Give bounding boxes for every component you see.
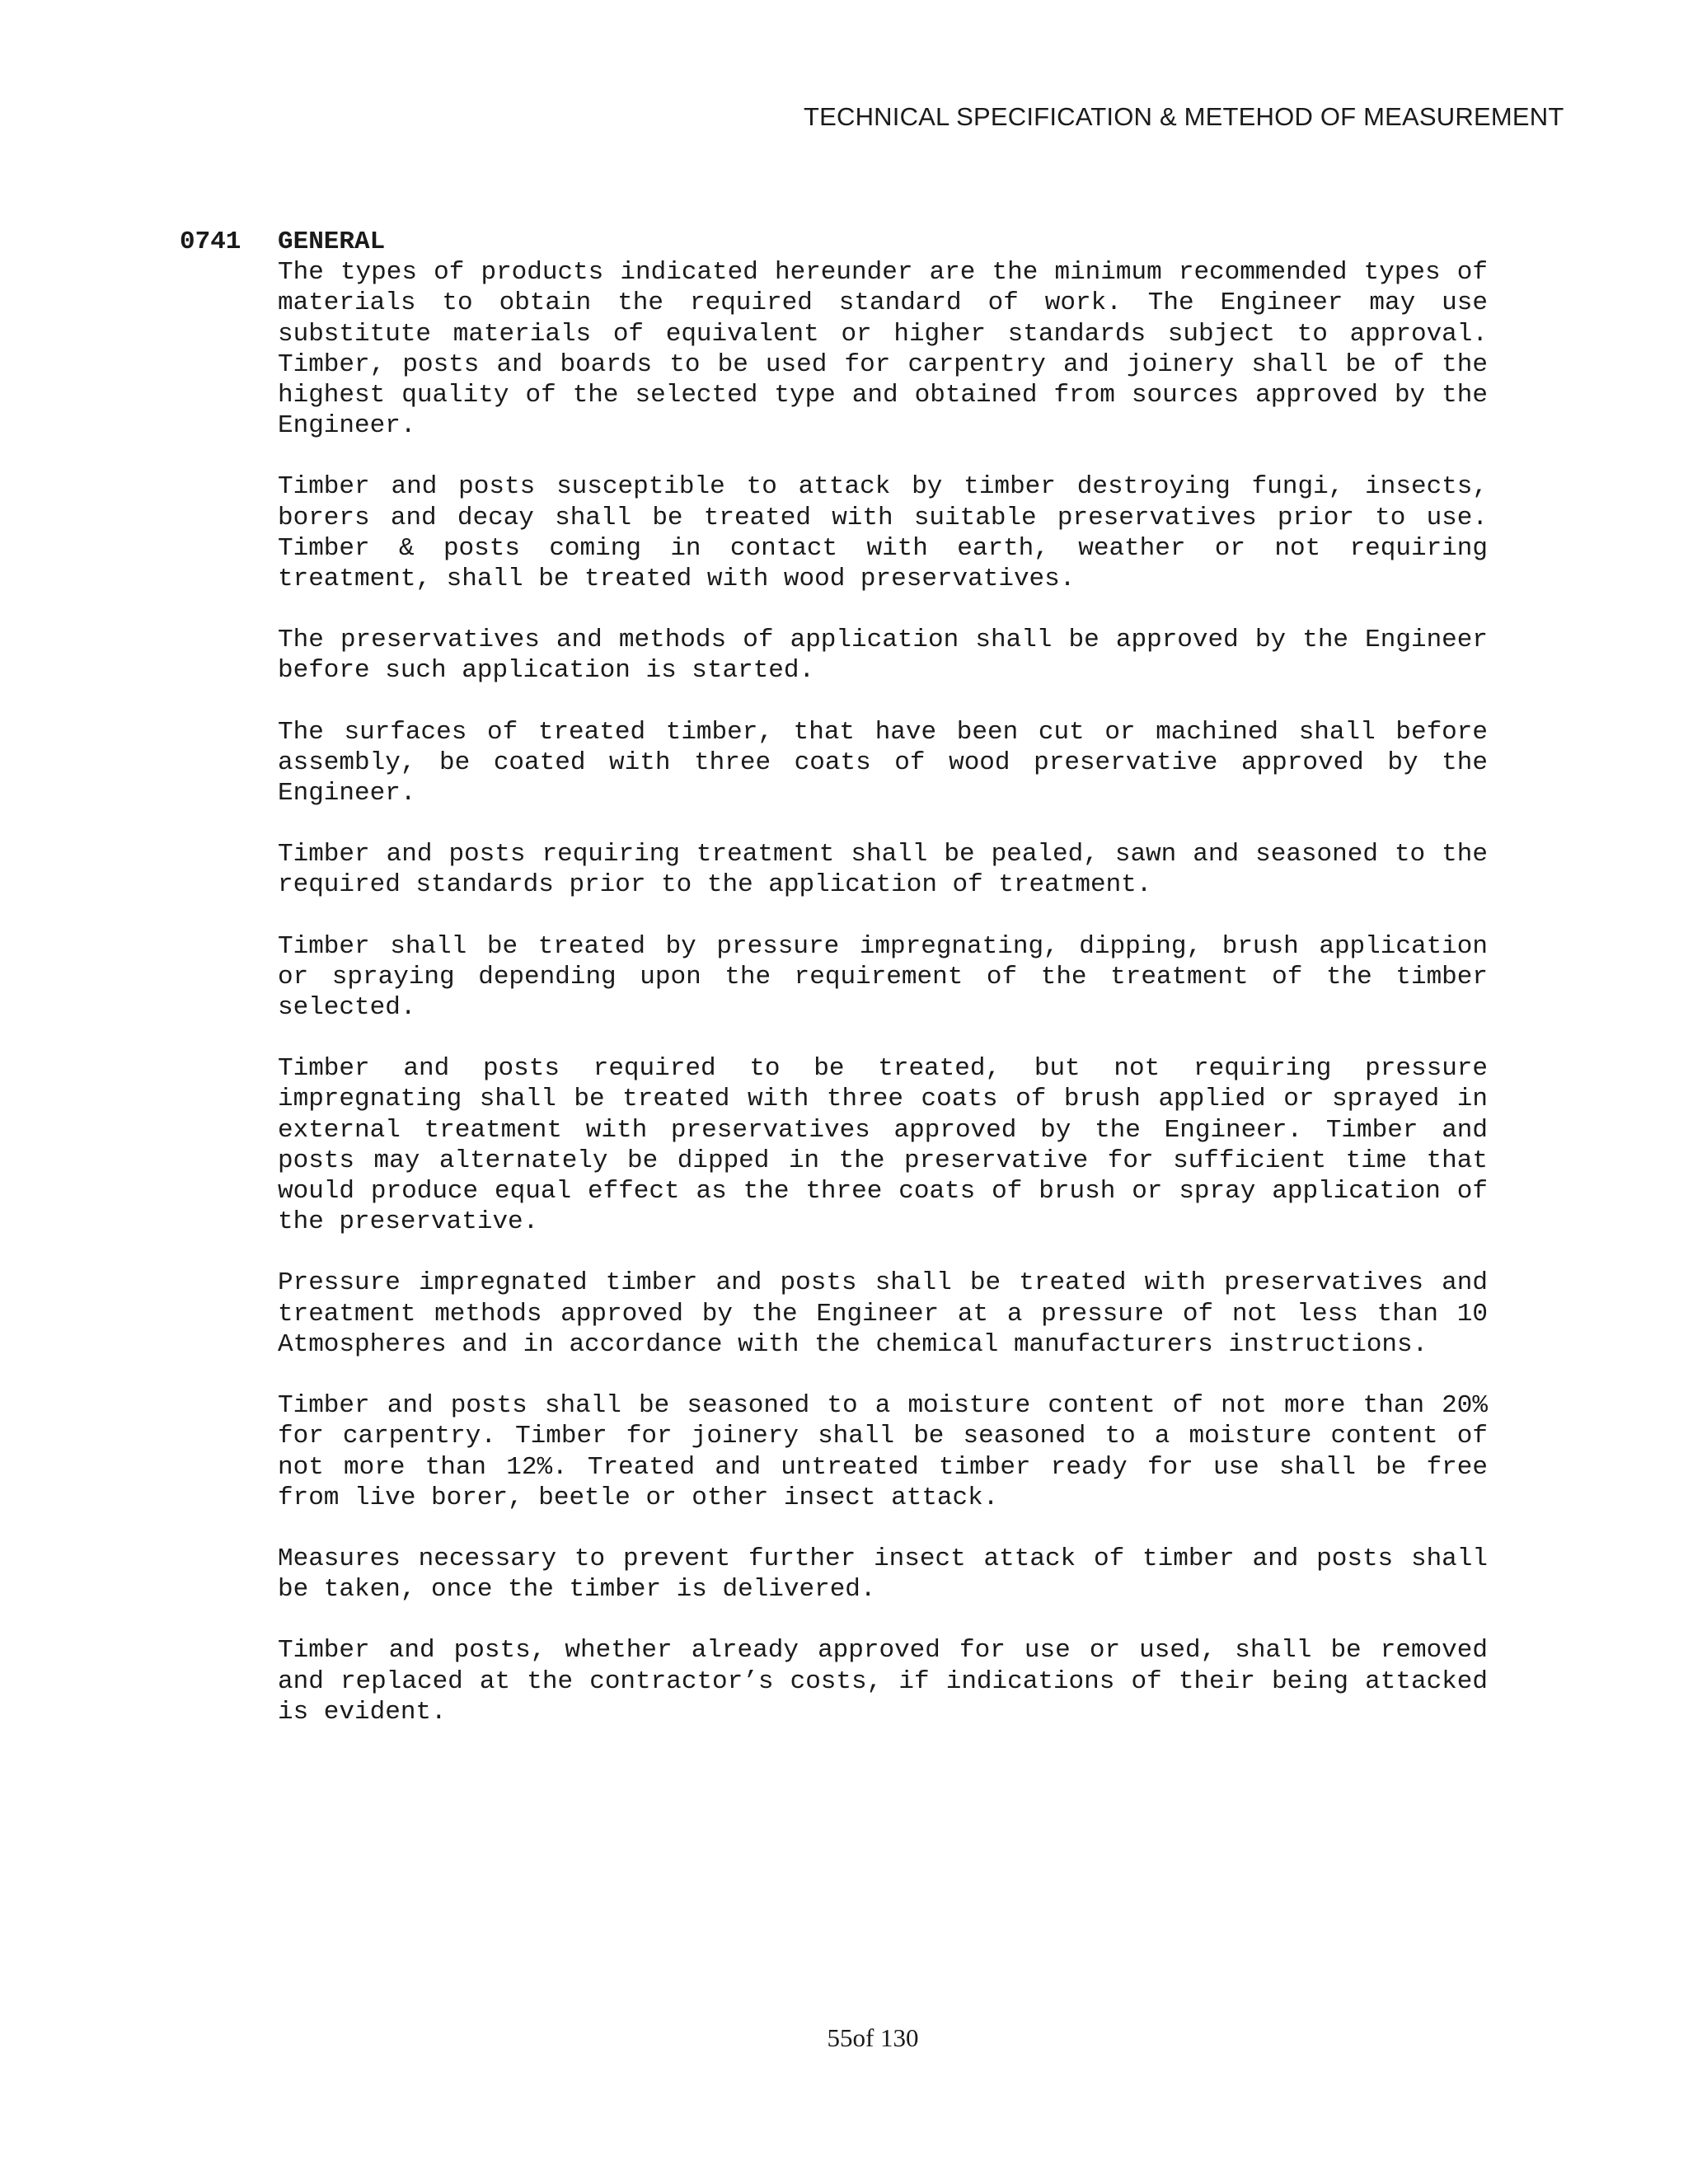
paragraph-treatment-methods: Timber shall be treated by pressure impregnating, dipping, brush application or spraying depending upon the requirement of the treatment of the timber selected. (278, 931, 1488, 1023)
section-title: GENERAL (278, 227, 386, 256)
paragraph-cut-surfaces: The surfaces of treated timber, that have been cut or machined shall before assembly, be coated with three coats of wood preservative approved by the Engineer. (278, 717, 1488, 808)
paragraph-brush-dip-treatment: Timber and posts required to be treated, but not requiring pressure impregnating shall be treated with three coats of brush applied or sprayed in external treatment with preservatives approved by the Engineer. Timber and posts may alternately be dipped in the preservative for sufficient time that would produce equal effect as the three coats of brush or spray application of the preservative. (278, 1054, 1488, 1237)
paragraph-general-materials: The types of products indicated hereunder are the minimum recommended types of materials to obtain the required standard of work. The Engineer may use substitute materials of equivalent or higher standards subject to approval. Timber, posts and boards to be used for carpentry and joinery shall be of the highest quality of the selected type and obtained from sources approved by the Engineer. (278, 258, 1488, 441)
paragraph-removal-replacement: Timber and posts, whether already approved for use or used, shall be removed and replaced at the contractor’s costs, if indications of their being attacked is evident. (278, 1636, 1488, 1727)
section-body (278, 227, 1488, 1758)
paragraph-insect-prevention: Measures necessary to prevent further insect attack of timber and posts shall be taken, once the timber is delivered. (278, 1544, 1488, 1605)
paragraph-pressure-impregnation: Pressure impregnated timber and posts shall be treated with preservatives and treatment methods approved by the Engineer at a pressure of not less than 10 Atmospheres and in accordance with the chemical manufacturers instructions. (278, 1268, 1488, 1359)
page-number: 55of 130 (827, 2023, 919, 2052)
paragraph-pealing-seasoning: Timber and posts requiring treatment shall be pealed, sawn and seasoned to the required standards prior to the application of treatment. (278, 840, 1488, 900)
page-header: TECHNICAL SPECIFICATION & METEHOD OF MEASUREMENT (804, 102, 1564, 131)
paragraph-preservative-approval: The preservatives and methods of application shall be approved by the Engineer before such application is started. (278, 626, 1488, 686)
section-number: 0741 (180, 227, 241, 256)
paragraph-preservative-treatment: Timber and posts susceptible to attack by timber destroying fungi, insects, borers and decay shall be treated with suitable preservatives prior to use. Timber & posts coming in contact with earth, weather or not requiring treatment, shall be treated with wood preservatives. (278, 472, 1488, 594)
paragraph-moisture-content: Timber and posts shall be seasoned to a moisture content of not more than 20% for carpentry. Timber for joinery shall be seasoned to a moisture content of not more than 12%. Treated and untreated timber ready for use shall be free from live borer, beetle or other insect attack. (278, 1391, 1488, 1512)
